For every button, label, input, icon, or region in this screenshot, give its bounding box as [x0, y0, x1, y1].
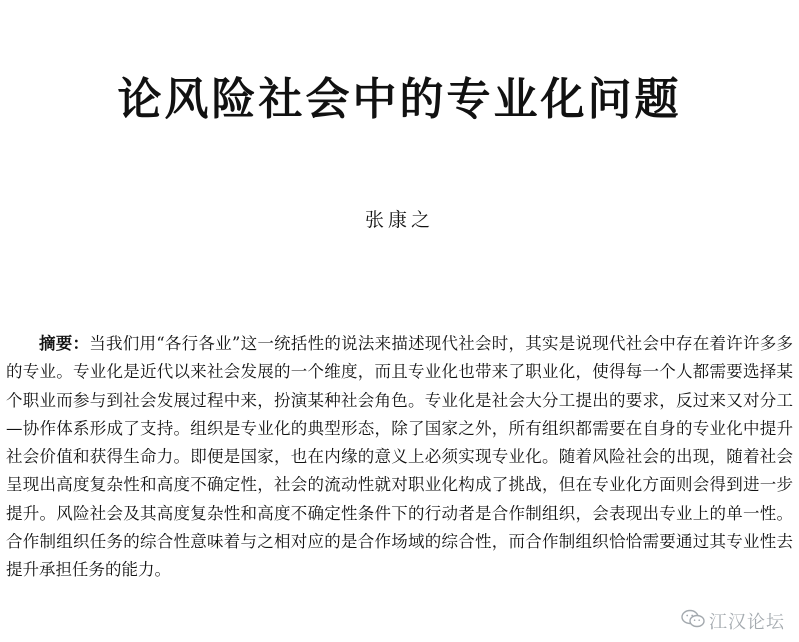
abstract-label: 摘要： — [39, 334, 90, 353]
article-title: 论风险社会中的专业化问题 — [117, 74, 682, 125]
wechat-icon — [681, 609, 705, 634]
abstract-text: 当我们用“各行各业”这一统括性的说法来描述现代社会时，其实是说现代社会中存在着许许多多的专业。专业化是近代以来社会发展的一个维度，而且专业化也带来了职业化，使得每一个人都需要选择某个职业而参与到社会发展过程中来，扮演某种社会角色。专业化是社会大分工提出的要求，反过来又对分工—协作体系形成了支持。组织是专业化的典型形态，除了国家之外，所有组织都需要在自身的专业化中提升社会价值和获得生命力。即便是国家，也在内缘的意义上必须实现专业化。随着风险社会的出现，随着社会呈现出高度复杂性和高度不确定性，社会的流动性就对职业化构成了挑战，但在专业化方面则会得到进一步提升。风险社会及其高度复杂性和高度不确定性条件下的行动者是合作制组织，会表现出专业上的单一性。合作制组织任务的综合性意味着与之相对应的是合作场域的综合性，而合作制组织恰恰需要通过其专业性去提升承担任务的能力。 — [6, 334, 794, 580]
source-watermark — [681, 608, 785, 634]
watermark-text: 江汉论坛 — [709, 612, 785, 633]
article-author: 张康之 — [364, 209, 434, 231]
abstract-paragraph — [6, 330, 793, 585]
